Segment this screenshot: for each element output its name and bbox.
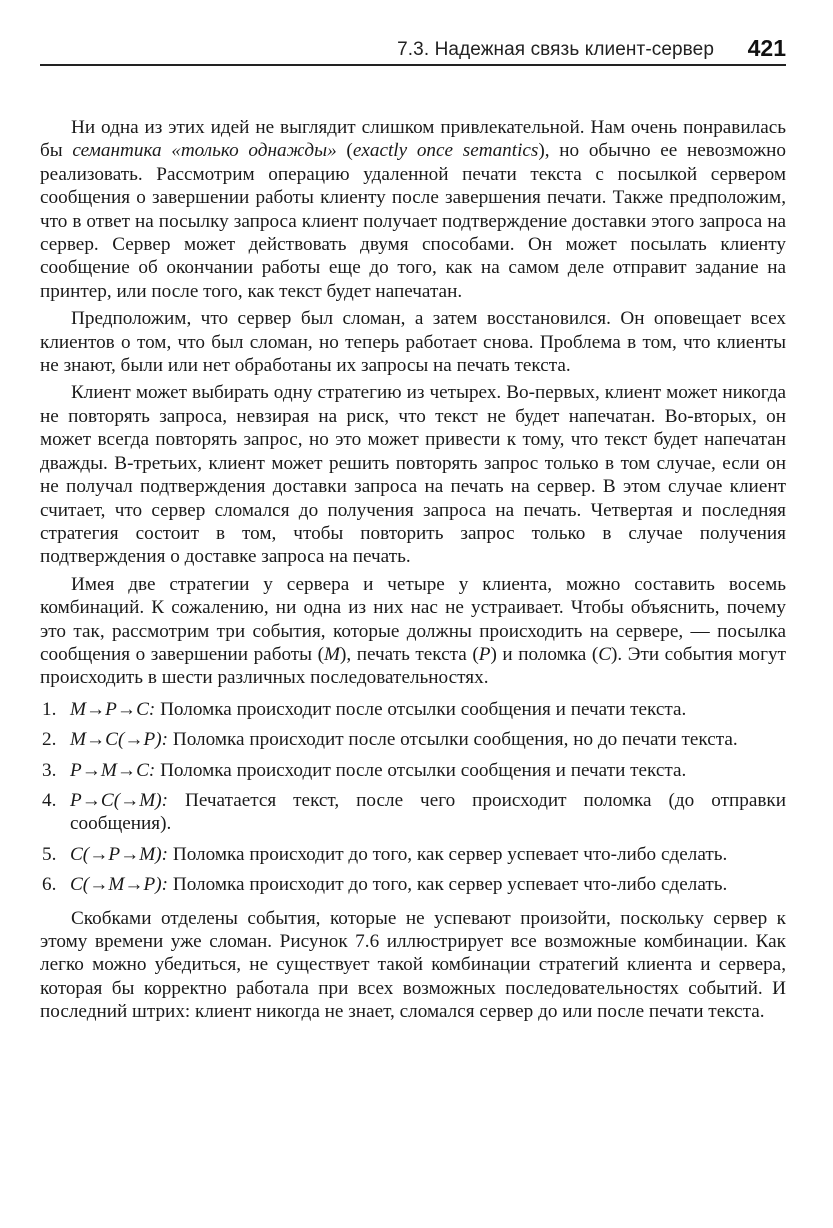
running-header	[40, 34, 786, 66]
list-item	[40, 698, 786, 721]
list-item-number: 5.	[42, 843, 57, 865]
paragraph	[40, 573, 786, 690]
term-russian: семантика «только однажды»	[72, 140, 337, 162]
list-item	[40, 843, 786, 866]
event-symbol-p: P	[478, 643, 491, 665]
paragraph: Клиент может выбирать одну стратегию из четырех. Во-первых, клиент может никогда не повторять запроса, невзирая на риск, что текст не будет напечатан. Во-вторых, он может всегда повторять запрос, но это может привести к тому, что текст будет напечатан дважды. В-третьих, клиент может решить повторять запрос только в том случае, если он не получал подтверждения доставки запроса на печать на сервер. В этом случае клиент считает, что сервер сломался до получения запроса на печать. Четвертая и последняя стратегия состоит в том, чтобы повторить запрос только в случае получения подтверждения о доставке запроса на печать.	[40, 382, 786, 568]
list-item-number: 1.	[42, 698, 57, 720]
page-body	[40, 116, 786, 1024]
list-item-text: Поломка происходит до того, как сервер успевает что-либо сделать.	[168, 843, 728, 865]
sequence-formula: P→M→C:	[70, 759, 156, 781]
sequence-formula: P→C(→M):	[70, 789, 169, 811]
paragraph-text: ) и поломка (	[490, 643, 599, 665]
term-english: exactly once semantics	[352, 140, 539, 162]
list-item-text: Поломка происходит до того, как сервер успевает что-либо сделать.	[168, 874, 728, 896]
list-item	[40, 789, 786, 836]
list-item-text: Поломка происходит после отсылки сообщения и печати текста.	[155, 759, 687, 781]
paragraph-text: ), печать текста (	[340, 643, 479, 665]
list-item-text: Печатается текст, после чего происходит поломка (до отправки сообщения).	[70, 789, 786, 835]
event-symbol-c: C	[598, 643, 612, 665]
list-item-number: 6.	[42, 874, 57, 896]
event-sequence-list	[40, 698, 786, 897]
list-item	[40, 873, 786, 896]
paragraph-text: Имея две стратегии у сервера и четыре у клиента, можно составить восемь комбинаций. К сожалению, ни одна из них нас не устраивает. Чтобы объяснить, почему это так, рассмотрим три события, которые должны происходить на сервере, — посылка сообщения о завершении работы (	[40, 573, 786, 665]
paragraph-text: ). Эти события могут происходить в шести различных последовательностях.	[40, 643, 787, 689]
paragraph-text: Ни одна из этих идей не выглядит слишком привлекательной. Нам очень понравилась бы	[40, 117, 786, 162]
list-item-text: Поломка происходит после отсылки сообщения, но до печати текста.	[168, 729, 738, 751]
paragraph	[40, 116, 786, 303]
page-number: 421	[747, 35, 786, 61]
list-item	[40, 759, 786, 782]
list-item-number: 4.	[42, 789, 57, 811]
list-item-number: 3.	[42, 759, 57, 781]
sequence-formula: C(→M→P):	[70, 874, 169, 896]
paragraph: Предположим, что сервер был сломан, а затем восстановился. Он оповещает всех клиентов о том, что был сломан, но теперь работает снова. Проблема в том, что клиенты не знают, были или нет обработаны их запросы на печать текста.	[40, 308, 786, 377]
event-symbol-m: M	[324, 643, 340, 665]
paragraph: Скобками отделены события, которые не успевают произойти, поскольку сервер к этому времени уже сломан. Рисунок 7.6 иллюстрирует все возможные комбинации. Как легко можно убедиться, не существует такой комбинации стратегий клиента и сервера, которая бы корректно работала при всех возможных последовательностях событий. И последний штрих: клиент никогда не знает, сломался сервер до или после печати текста.	[40, 907, 786, 1023]
paragraph-text: (	[336, 140, 353, 162]
sequence-formula: C(→P→M):	[70, 843, 169, 865]
paragraph-text: ), но обычно ее невозможно реализовать. Рассмотрим операцию удаленной печати текста с посылкой сервером сообщения о завершении работы клиенту после завершения печати. Также предположим, что в ответ на посылку запроса клиент получает подтверждение доставки этого запроса на сервер. Сервер может действовать двумя способами. Он может посылать клиенту сообщение об окончании работы еще до того, как на самом деле отправит задание на принтер, или после того, как текст будет напечатан.	[40, 140, 786, 302]
list-item-number: 2.	[42, 729, 57, 751]
list-item-text: Поломка происходит после отсылки сообщения и печати текста.	[155, 698, 687, 720]
list-item	[40, 728, 786, 751]
sequence-formula: M→C(→P):	[70, 729, 169, 751]
sequence-formula: M→P→C:	[70, 698, 156, 720]
section-title: 7.3. Надежная связь клиент-сервер	[397, 39, 714, 60]
